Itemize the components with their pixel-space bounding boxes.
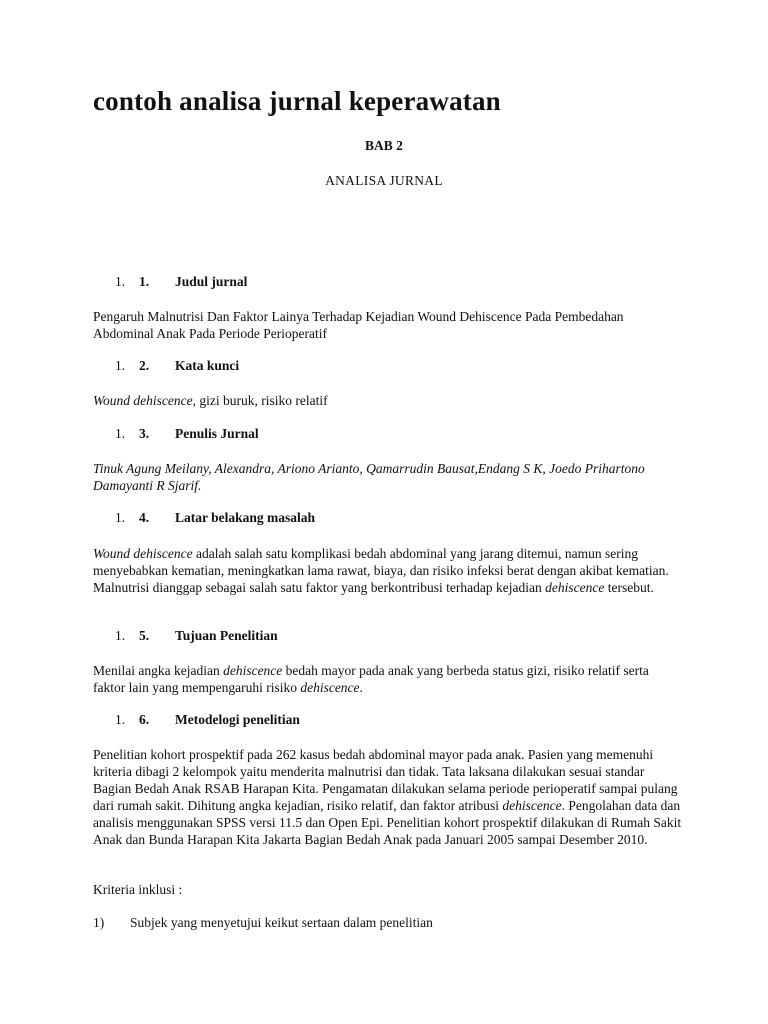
- list-marker: 1.: [115, 510, 126, 525]
- text-run: Tinuk Agung Meilany, Alexandra, Ariono Arianto, Qamarrudin Bausat,Endang S K, Joedo Prihartono Damayanti R Sjarif.: [93, 461, 645, 493]
- text-run: dehiscence: [502, 798, 562, 813]
- section-title: Tujuan Penelitian: [175, 628, 278, 643]
- list-marker: 1.: [115, 358, 126, 373]
- section-heading-2: [115, 358, 239, 374]
- section-body-2: [93, 392, 683, 409]
- text-run: bedah mayor pada anak yang berbeda status gizi, risiko relatif serta faktor lain yang mempengaruhi risiko: [93, 663, 649, 695]
- criteria-item-text: Subjek yang menyetujui keikut sertaan dalam penelitian: [130, 915, 433, 930]
- section-title: Judul jurnal: [175, 274, 248, 289]
- text-run: , gizi buruk, risiko relatif: [192, 393, 328, 408]
- list-marker: 1.: [115, 712, 126, 727]
- text-run: .: [359, 680, 363, 695]
- text-run: . Pengolahan data dan analisis menggunakan SPSS versi 11.5 dan Open Epi. Penelitian kohort prospektif dilakukan di Rumah Sakit Anak dan Bunda Harapan Kita Jakarta Bagian Bedah Anak pada Januari 2005 sampai Desember 2010.: [93, 798, 682, 847]
- section-title: Latar belakang masalah: [175, 510, 316, 525]
- section-heading-5: [115, 628, 278, 644]
- criteria-label: Kriteria inklusi :: [93, 882, 183, 897]
- section-number: 6.: [139, 712, 150, 727]
- list-marker: 1.: [115, 274, 126, 289]
- section-heading-3: [115, 426, 259, 442]
- criteria-item: [93, 915, 433, 931]
- text-run: Wound dehiscence: [93, 393, 193, 408]
- criteria-item-number: 1): [93, 915, 105, 930]
- section-number: 5.: [139, 628, 150, 643]
- chapter-label: BAB 2: [365, 138, 403, 153]
- section-title: Penulis Jurnal: [175, 426, 259, 441]
- chapter-subtitle: ANALISA JURNAL: [325, 173, 443, 188]
- document-title: contoh analisa jurnal keperawatan: [93, 86, 501, 116]
- text-run: Pengaruh Malnutrisi Dan Faktor Lainya Terhadap Kejadian Wound Dehiscence Pada Pembedahan Abdominal Anak Pada Periode Perioperatif: [93, 309, 624, 341]
- section-heading-6: [115, 712, 300, 728]
- section-number: 2.: [139, 358, 150, 373]
- section-title: Kata kunci: [175, 358, 240, 373]
- text-run: dehiscence: [545, 580, 605, 595]
- section-body-6: [93, 746, 683, 848]
- text-run: dehiscence: [223, 663, 283, 678]
- section-title: Metodelogi penelitian: [175, 712, 300, 727]
- section-body-4: [93, 545, 683, 596]
- text-run: Wound dehiscence: [93, 546, 193, 561]
- text-run: dehiscence: [300, 680, 360, 695]
- section-heading-4: [115, 510, 315, 526]
- section-body-1: [93, 308, 683, 342]
- section-number: 4.: [139, 510, 150, 525]
- text-run: tersebut.: [604, 580, 654, 595]
- list-marker: 1.: [115, 426, 126, 441]
- section-number: 1.: [139, 274, 150, 289]
- section-body-3: [93, 460, 683, 494]
- section-heading-1: [115, 274, 247, 290]
- section-number: 3.: [139, 426, 150, 441]
- list-marker: 1.: [115, 628, 126, 643]
- text-run: adalah salah satu komplikasi bedah abdominal yang jarang ditemui, namun sering menyebabkan kematian, meningkatkan lama rawat, biaya, dan risiko infeksi berat dengan akibat kematian. Malnutrisi dianggap sebagai salah satu faktor yang berkontribusi terhadap kejadian: [93, 546, 669, 595]
- text-run: Penelitian kohort prospektif pada 262 kasus bedah abdominal mayor pada anak. Pasien yang memenuhi kriteria dibagi 2 kelompok yaitu menderita malnutrisi dan tidak. Tata laksana dilakukan sesuai standar Bagian Bedah Anak RSAB Harapan Kita. Pengamatan dilakukan selama periode perioperatif sampai pulang dari rumah sakit. Dihitung angka kejadian, risiko relatif, dan faktor atribusi: [93, 747, 678, 813]
- text-run: Menilai angka kejadian: [93, 663, 224, 678]
- section-body-5: [93, 662, 683, 696]
